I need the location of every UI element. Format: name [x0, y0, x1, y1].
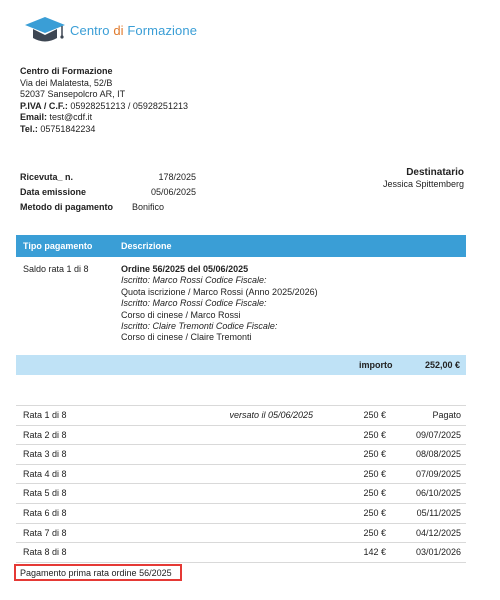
total-bar: [16, 355, 466, 375]
installment-row: Rata 6 di 8 250 € 05/11/2025: [16, 504, 466, 524]
installment-row: Rata 8 di 8 142 € 03/01/2026: [16, 543, 466, 563]
installment-row: Rata 5 di 8 250 € 06/10/2025: [16, 484, 466, 504]
company-name: Centro di Formazione: [20, 66, 113, 76]
company-email: Email: test@cdf.it: [20, 112, 93, 123]
company-phone: Tel.: 05751842234: [20, 123, 96, 134]
installment-row: Rata 7 di 8 250 € 04/12/2025: [16, 524, 466, 544]
receipt-number-row: Ricevuta_ n. 178/2025: [20, 172, 196, 182]
company-info: [20, 66, 188, 136]
header-description: Descrizione: [121, 241, 172, 251]
company-address: Via dei Malatesta, 52/B: [20, 77, 113, 88]
graduation-cap-icon: [23, 14, 67, 46]
logo-text: Centro di Formazione: [70, 22, 198, 38]
enrollee-line: Iscritto: Marco Rossi Codice Fiscale:: [121, 298, 267, 309]
logo: [23, 14, 197, 46]
course-line: Corso di cinese / Claire Tremonti: [121, 332, 252, 343]
recipient-name: Jessica Spittemberg: [382, 179, 464, 189]
table-header: [16, 235, 466, 257]
installments-list: [16, 405, 466, 563]
recipient: [383, 166, 464, 190]
installment-row: Rata 2 di 8 250 € 09/07/2025: [16, 426, 466, 446]
course-line: Corso di cinese / Marco Rossi: [121, 309, 241, 320]
enrollee-line: Iscritto: Marco Rossi Codice Fiscale:: [121, 275, 267, 286]
payment-type-cell: Saldo rata 1 di 8: [23, 264, 89, 274]
installment-row: Rata 3 di 8 250 € 08/08/2025: [16, 445, 466, 465]
header-payment-type: Tipo pagamento: [23, 241, 93, 251]
receipt-date-row: Data emissione 05/06/2025: [20, 187, 196, 197]
course-line: Quota iscrizione / Marco Rossi (Anno 2025/2026): [121, 286, 318, 297]
receipt-meta: [20, 170, 196, 215]
payment-note-text: Pagamento prima rata ordine 56/2025: [20, 568, 172, 578]
recipient-title: Destinatario: [406, 167, 464, 178]
total-label: importo: [359, 360, 393, 370]
installment-row: Rata 1 di 8 versato il 05/06/2025 250 € Pagato: [16, 405, 466, 426]
description-cell: [121, 264, 318, 344]
payment-method-row: Metodo di pagamento Bonifico: [20, 202, 165, 212]
total-value: 252,00 €: [424, 360, 460, 370]
enrollee-line: Iscritto: Claire Tremonti Codice Fiscale:: [121, 321, 278, 332]
payment-note: [14, 564, 182, 581]
company-piva: P.IVA / C.F.: 05928251213 / 05928251213: [20, 100, 188, 111]
order-title: Ordine 56/2025 del 05/06/2025: [121, 264, 249, 274]
company-city: 52037 Sansepolcro AR, IT: [20, 89, 126, 100]
installment-row: Rata 4 di 8 250 € 07/09/2025: [16, 465, 466, 485]
